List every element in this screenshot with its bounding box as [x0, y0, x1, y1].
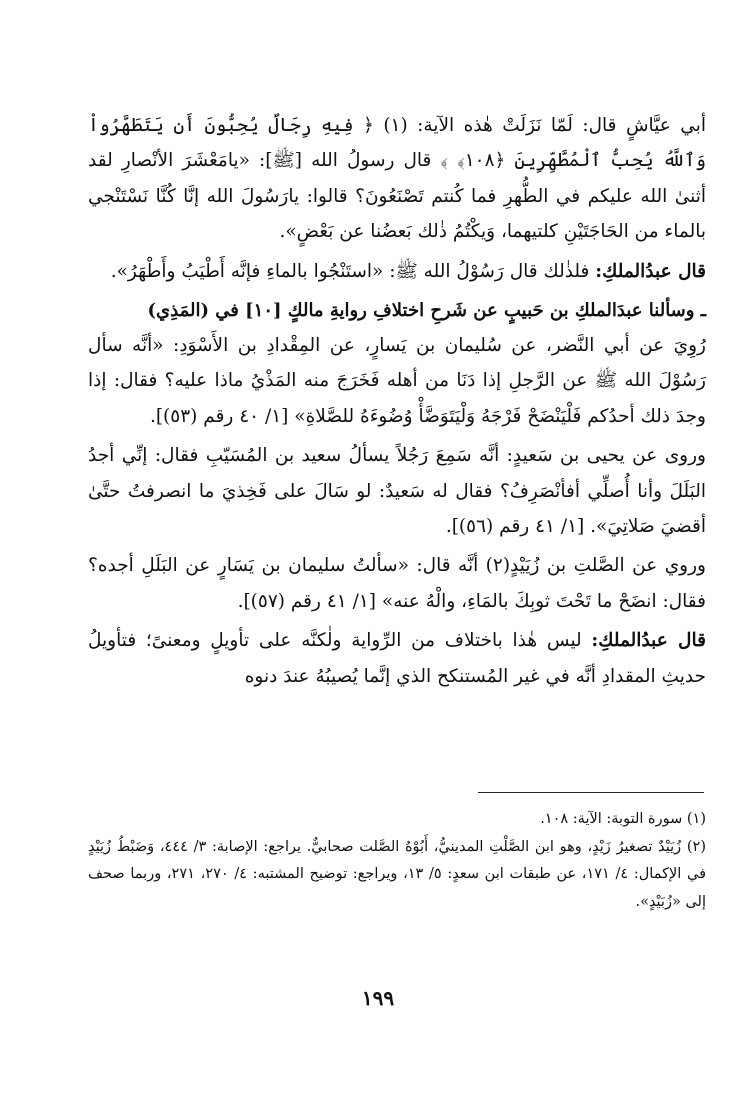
- paragraph-salt-narration: وروي عن الصَّلتِ بن زُيَيْدٍ(٢) أنَّه قال: «سألتُ سليمان بن يَسَارٍ عن البَلَلِ أجده؟ فقال: انضَحْ ما تَحْتَ ثوبِكَ بالمَاءِ، والْهُ عنه» [١/ ٤١ رقم (٥٧)].: [88, 555, 706, 612]
- paragraph-miqdad-narration: رُوِيَ عن أبي النَّضر، عن سُليمان بن يَسارٍ، عن المِقْدادِ بن الأَسْوَدِ: «أنَّه سأل رَسُوْلَ الله ﷺ عن الرَّجلِ إذا دَنَا من أهله فَخَرَجَ منه المَذْيُ ماذا عليه؟ فقال: إذا وجدَ ذلك أحدُكم فَلْيَنْضَحْ فَرْجَهُ وَلْيَتَوَضَّأْ وُضُوءَهُ للصَّلاةِ» [١/ ٤٠ رقم (٥٣)].: [88, 335, 706, 427]
- page-number: ١٩٩: [361, 986, 395, 1010]
- main-text: [88, 108, 706, 694]
- speaker-label: قال عبدُالملكِ:: [591, 630, 706, 652]
- footnote-divider: [478, 792, 704, 793]
- paragraph-abdulmalik-istinja: قال عبدُالملكِ: فلذٰلك قال رَسُوْلُ الله ﷺ: «استَنْجُوا بالماءِ فإنَّه أَطْيَبُ وأَطْهَرُ».: [110, 260, 706, 282]
- paragraph-hadith-ansar: أبي عيَّاشٍ قال: لَمّا نَزَلَتْ هٰذه الآية: (١) ﴿ فِيهِ رِجَالٌ يُحِبُّونَ أَن يَتَطَهَّرُواْ وَٱللَّهُ يُحِبُّ ٱلْمُطَّهِّرِينَ ﴿١٠٨﴾ ﴾ قال رسولُ الله [ﷺ]: «يامَعْشَرَ الأنْصارِ لقد أثنىٰ الله عليكم في الطُّهرِ فما كُنتم تَصْنَعُونَ؟ قالوا: يارَسُولَ الله إنَّا كُنَّا نَسْتَنْجي بالماء من الحَاجَتَيْنِ كلتيهما، وَيكْتُمُ ذٰلك بَعضُنا عن بَعْضٍ».: [88, 115, 706, 243]
- footnote-1: [88, 806, 706, 834]
- speaker-label: قال عبدُالملكِ:: [595, 260, 706, 282]
- footnote-2: [88, 834, 706, 917]
- footnote-marker: (١): [686, 811, 706, 827]
- paragraph-abdulmalik-explanation: قال عبدُالملكِ: ليس هٰذا باختلاف من الرِّواية ولٰكنَّه على تأويلٍ ومعنىً؛ فتأويلُ حديثِ المقدادِ أنَّه في غير المُستنكح الذي إنَّما يُصيبُهُ عندَ دنوه: [88, 630, 706, 687]
- footnote-marker: (٢): [686, 838, 706, 855]
- section-heading-madhi: ـ وسألنا عبدَالملكِ بن حَبيبٍ عن شَرحِ اختلافِ روايةِ مالكٍ [١٠] في (المَذِي): [147, 300, 706, 322]
- footnote-text: زُيَيْدٌ تصغيرُ زَيْدٍ، وهو ابن الصَّلْتِ المدينيُّ، أَبُوْهُ الصَّلت صحابيٌّ. يراجع: الإصابة: ٣/ ٤٤٤، وَضَبْطُ زُيَيْدٍ في الإكمال: ٤/ ١٧١، عن طبقات ابن سعدٍ: ٥/ ١٣، ويراجع: توضيح المشتبه: ٤/ ٢٧٠، ٢٧١، وربما صحف إلى «زُبَيْدٍ».: [88, 838, 706, 910]
- footnotes: [88, 806, 706, 916]
- paragraph-yahya-narration: وروى عن يحيى بن سَعيدٍ: أنَّه سَمِعَ رَجُلاً يسألُ سعيد بن المُسَيّبِ فقال: إنِّي أجدُ البَلَلَ وأنا أُصلِّي أفأنْصَرِفُ؟ فقال له سَعيدٌ: لو سَالَ على فَخِذيَ ما انصرفتُ حتَّىٰ أقضيَ صَلاتِيَ». [١/ ٤١ رقم (٥٦)].: [88, 445, 706, 538]
- footnote-text: سورة التوبة: الآية: ١٠٨.: [540, 811, 683, 827]
